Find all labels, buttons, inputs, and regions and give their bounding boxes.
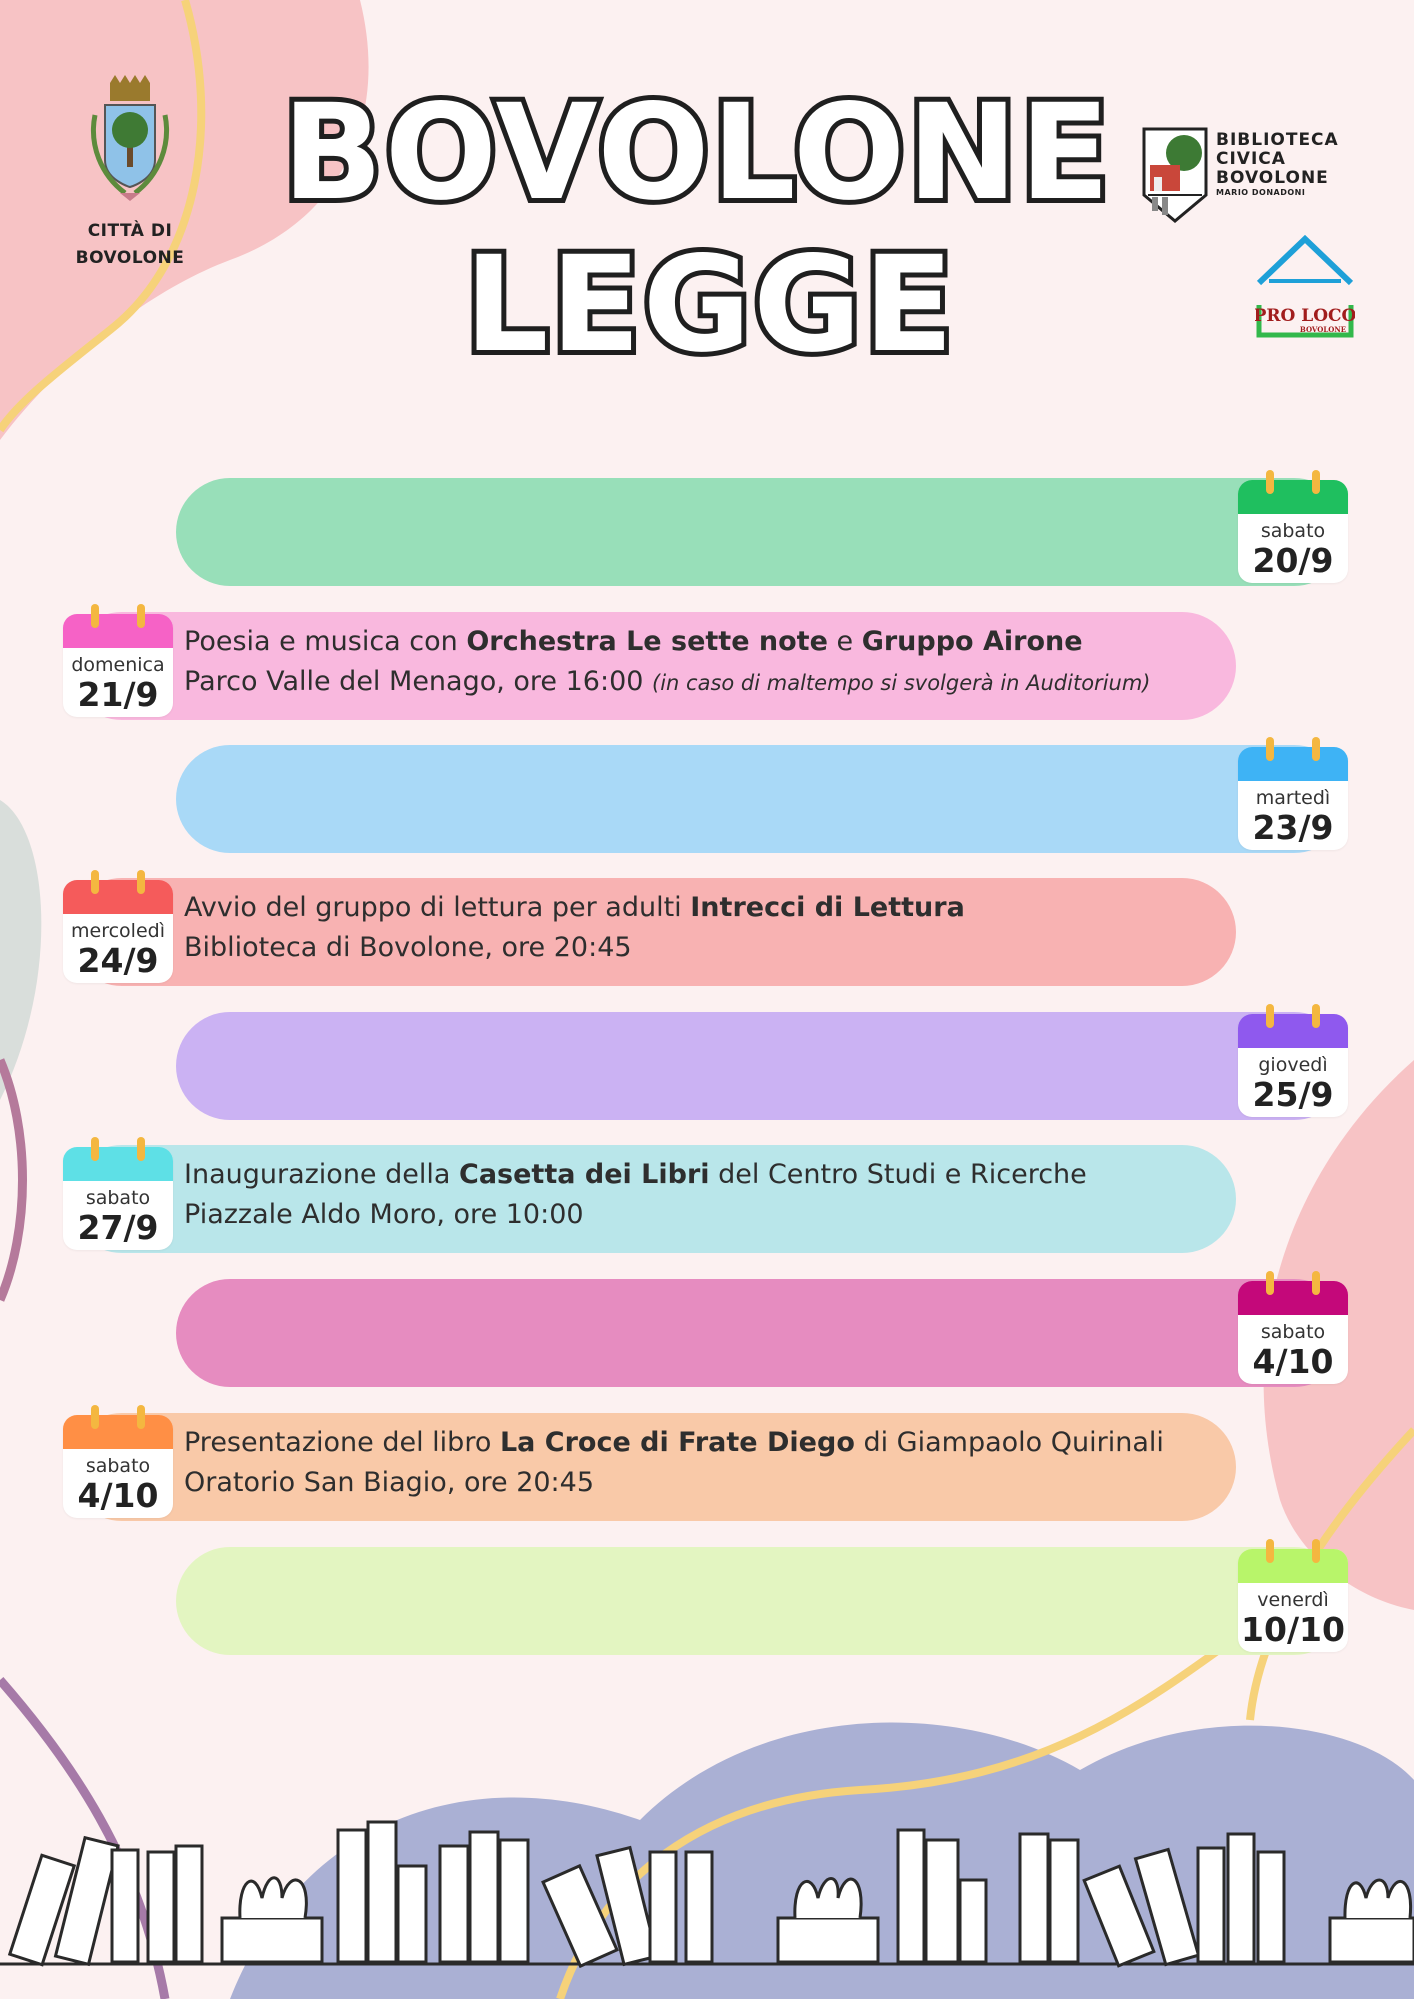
event-weekday: domenica [71,654,165,676]
event-banner [176,1547,1348,1655]
calendar-ring [1312,1539,1320,1563]
event-line-1 [184,888,965,928]
title-line1: BOVOLONE [282,80,1112,230]
event-date: 24/9 [77,941,159,980]
calendar-date-icon [63,614,173,717]
event-text: Parco Valle del Menago, ore 16:00 [184,666,653,697]
event-date: 23/9 [1252,808,1334,847]
event-weekday: giovedì [1258,1054,1328,1076]
calendar-header [63,1415,173,1449]
calendar-header [1238,747,1348,781]
calendar-header [63,880,173,914]
event-date: 20/9 [1252,541,1334,580]
event-highlight: Intrecci di Lettura [690,892,965,923]
event-weekday: martedì [1255,787,1331,809]
event-text: Biblioteca di Bovolone, ore 20:45 [184,932,632,963]
event-date: 10/10 [1241,1610,1345,1649]
event-weekday: sabato [85,1455,151,1477]
calendar-ring [1266,737,1274,761]
calendar-ring [137,1137,145,1161]
event-text: Avvio del gruppo di lettura per adulti [184,892,691,923]
calendar-ring [91,1405,99,1429]
calendar-ring [137,604,145,628]
calendar-header [1238,1549,1348,1583]
event-text: Presentazione del libro [184,1427,500,1458]
event-highlight: Orchestra Le sette note [466,626,828,657]
event-line-2 [184,1195,1087,1235]
event-text: del Centro Studi e Ricerche [709,1159,1087,1190]
calendar-date-icon [1238,1281,1348,1384]
calendar-date-icon [63,1147,173,1250]
calendar-date-icon [63,880,173,983]
calendar-header [1238,1014,1348,1048]
calendar-ring [137,1405,145,1429]
title-line2: LEGGE [464,228,956,382]
event-text: Poesia e musica con [184,626,467,657]
calendar-ring [91,1137,99,1161]
calendar-header [63,614,173,648]
library-logo-line2: CIVICA [1216,149,1286,169]
calendar-ring [1266,470,1274,494]
calendar-header [63,1147,173,1181]
event-highlight: Gruppo Airone [861,626,1083,657]
calendar-date-icon [1238,480,1348,583]
event-text: Oratorio San Biagio, ore 20:45 [184,1467,595,1498]
calendar-date-icon [1238,747,1348,850]
event-text: di Giampaolo Quirinali [854,1427,1164,1458]
event-text: Inaugurazione della [184,1159,460,1190]
event-banner [176,1279,1348,1387]
event-weekday: mercoledì [71,920,165,942]
event-banner [176,1012,1348,1120]
event-description [184,888,965,968]
calendar-date-icon [63,1415,173,1518]
event-text: Piazzale Aldo Moro, ore 10:00 [184,1199,584,1230]
event-text: (in caso di maltempo si svolgerà in Auditorium) [652,671,1151,695]
calendar-ring [1266,1004,1274,1028]
event-weekday: sabato [85,1187,151,1209]
calendar-ring [1312,737,1320,761]
event-text: e [827,626,862,657]
event-description [184,622,1150,703]
library-logo-line3: BOVOLONE [1216,168,1329,188]
library-logo-sub: MARIO DONADONI [1216,188,1306,197]
proloco-logo-line2: BOVOLONE [1299,325,1347,334]
calendar-date-icon [1238,1549,1348,1652]
event-description [184,1155,1087,1235]
calendar-ring [1312,470,1320,494]
calendar-header [1238,480,1348,514]
library-logo-line1: BIBLIOTECA [1216,130,1339,150]
event-line-1 [184,622,1150,662]
calendar-ring [1266,1271,1274,1295]
event-line-2 [184,662,1150,703]
city-logo-line1: CITTÀ DI [87,221,173,241]
event-weekday: sabato [1260,520,1326,542]
event-highlight: La Croce di Frate Diego [499,1427,855,1458]
calendar-date-icon [1238,1014,1348,1117]
event-description [184,1423,1164,1503]
event-line-1 [184,1155,1087,1195]
calendar-ring [91,870,99,894]
proloco-logo-line1: PRO LOCO [1255,306,1355,326]
event-line-2 [184,1463,1164,1503]
event-highlight: Casetta dei Libri [459,1159,710,1190]
event-date: 4/10 [77,1476,159,1515]
event-banner [176,478,1348,586]
calendar-ring [1312,1271,1320,1295]
event-date: 4/10 [1252,1342,1334,1381]
event-date: 21/9 [77,675,159,714]
event-date: 27/9 [77,1208,159,1247]
calendar-ring [1266,1539,1274,1563]
event-line-1 [184,1423,1164,1463]
event-line-2 [184,928,965,968]
calendar-ring [1312,1004,1320,1028]
event-date: 25/9 [1252,1075,1334,1114]
event-banner [176,745,1348,853]
calendar-ring [137,870,145,894]
event-weekday: venerdì [1257,1589,1329,1611]
event-weekday: sabato [1260,1321,1326,1343]
city-logo-line2: BOVOLONE [75,248,185,268]
calendar-header [1238,1281,1348,1315]
calendar-ring [91,604,99,628]
